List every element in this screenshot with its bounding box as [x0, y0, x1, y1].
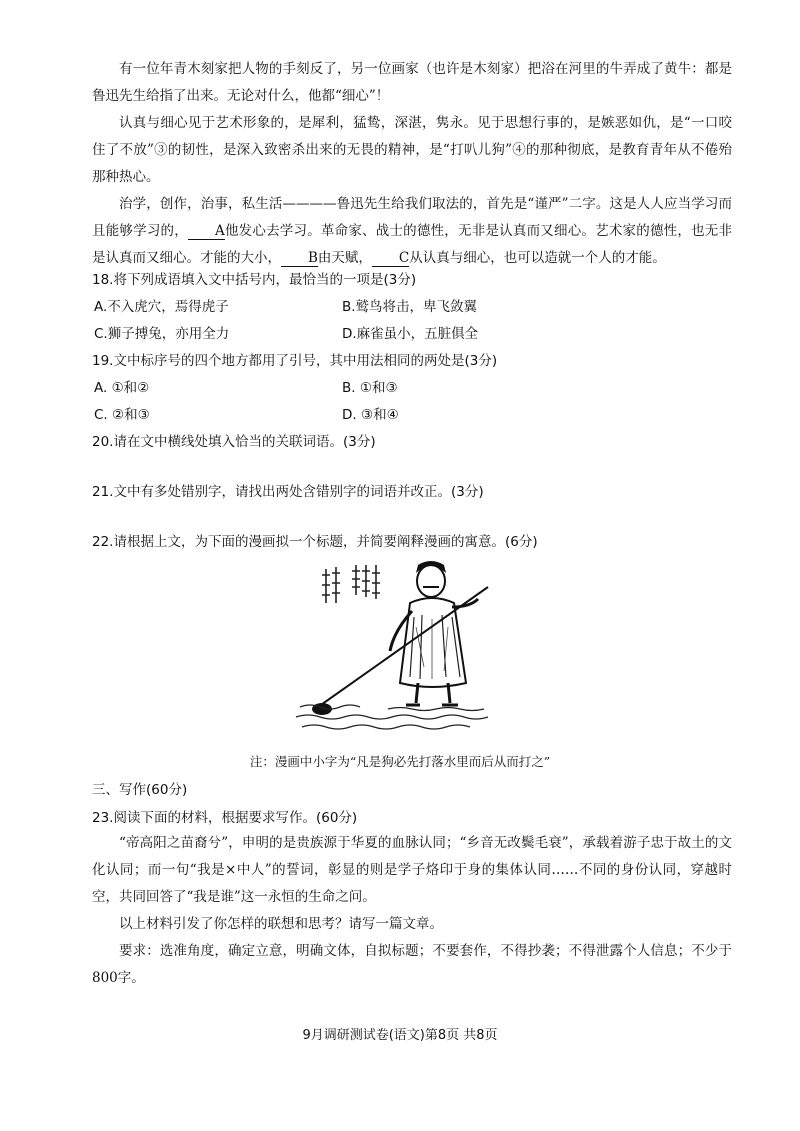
- q19-option-d: D. ③和④: [342, 407, 399, 423]
- q23-material: “帝高阳之苗裔兮”，申明的是贵族源于华夏的血脉认同；“乡音无改鬓毛衰”，承载着游子忠于故土的文化认同；而一句“我是×中人”的誓词，彰显的则是学子烙印于身的集体认同……不同的身份认同，穿越时空，共同回答了“我是谁”这一永恒的生命之问。: [92, 835, 732, 905]
- q18-option-b: B.鹫鸟将击，卑飞敛翼: [342, 299, 478, 315]
- cartoon-calligraphy: [322, 565, 380, 603]
- cartoon-man: [390, 561, 478, 705]
- q18-option-c: C.狮子搏兔，亦用全力: [94, 326, 230, 342]
- cartoon-illustration: [292, 557, 508, 737]
- cartoon-stick: [318, 587, 488, 707]
- question-19: 19.文中标序号的四个地方都用了引号，其中用法相同的两处是(3分): [92, 353, 498, 369]
- question-22: 22.请根据上文，为下面的漫画拟一个标题，并简要阐释漫画的寓意。(6分): [92, 534, 538, 550]
- blank-a: A: [188, 223, 225, 240]
- question-20: 20.请在文中横线处填入恰当的关联词语。(3分): [92, 434, 376, 450]
- passage-paragraph-3: [92, 191, 732, 272]
- section-writing-heading: 三、写作(60分): [92, 782, 188, 798]
- question-18: 18.将下列成语填入文中括号内，最恰当的一项是(3分): [92, 272, 417, 288]
- q19-option-a: A. ①和②: [94, 380, 150, 396]
- cartoon-caption: 注：漫画中小字为“凡是狗必先打落水里而后从而打之”: [249, 754, 551, 769]
- q18-option-a: A.不入虎穴，焉得虎子: [94, 299, 229, 315]
- passage-p3-part-a: 治学，创作，治事，私生活————鲁迅先生给我们取法的，首先是“谨严”二字。这是人人应当学习而且能够学习的，: [92, 196, 732, 239]
- q23-prompt: 以上材料引发了你怎样的联想和思考？请写一篇文章。: [119, 916, 443, 932]
- passage-p3-part-d: 从认真与细心，也可以造就一个人的才能。: [409, 250, 666, 266]
- page-footer: 9月调研测试卷(语文)第8页 共8页: [302, 1028, 498, 1043]
- q23-requirements: 要求：选准角度，确定立意，明确文体，自拟标题；不要套作，不得抄袭；不得泄露个人信息；不少于800字。: [92, 943, 732, 986]
- q18-option-d: D.麻雀虽小，五脏俱全: [342, 326, 479, 342]
- question-23: 23.阅读下面的材料，根据要求写作。(60分): [92, 810, 358, 826]
- cartoon-water: [296, 705, 488, 729]
- passage-paragraph-2: 认真与细心见于艺术形象的，是犀利，猛鸷，深湛，隽永。见于思想行事的，是嫉恶如仇，是“一口咬住了不放”③的韧性，是深入致密杀出来的无畏的精神，是“打叭儿狗”④的那种彻底，是教育青年从不倦殆那种热心。: [92, 115, 732, 185]
- blank-c: C: [372, 250, 409, 267]
- passage-paragraph-1: 有一位年青木刻家把人物的手刻反了，另一位画家（也许是木刻家）把浴在河里的牛弄成了黄牛：都是鲁迅先生给指了出来。无论对什么，他都“细心”！: [92, 61, 732, 104]
- question-21: 21.文中有多处错别字，请找出两处含错别字的词语并改正。(3分): [92, 484, 484, 500]
- q19-option-c: C. ②和③: [94, 407, 150, 423]
- q19-option-b: B. ①和③: [342, 380, 398, 396]
- passage-p3-part-b: 他发心去学习。革命家、战士的德性，无非是认真而又细心。艺术家的德性，也无非是认真而又细心。才能的大小，: [92, 223, 733, 266]
- blank-b: B: [281, 250, 318, 267]
- passage-p3-part-c: 由天赋，: [317, 250, 372, 266]
